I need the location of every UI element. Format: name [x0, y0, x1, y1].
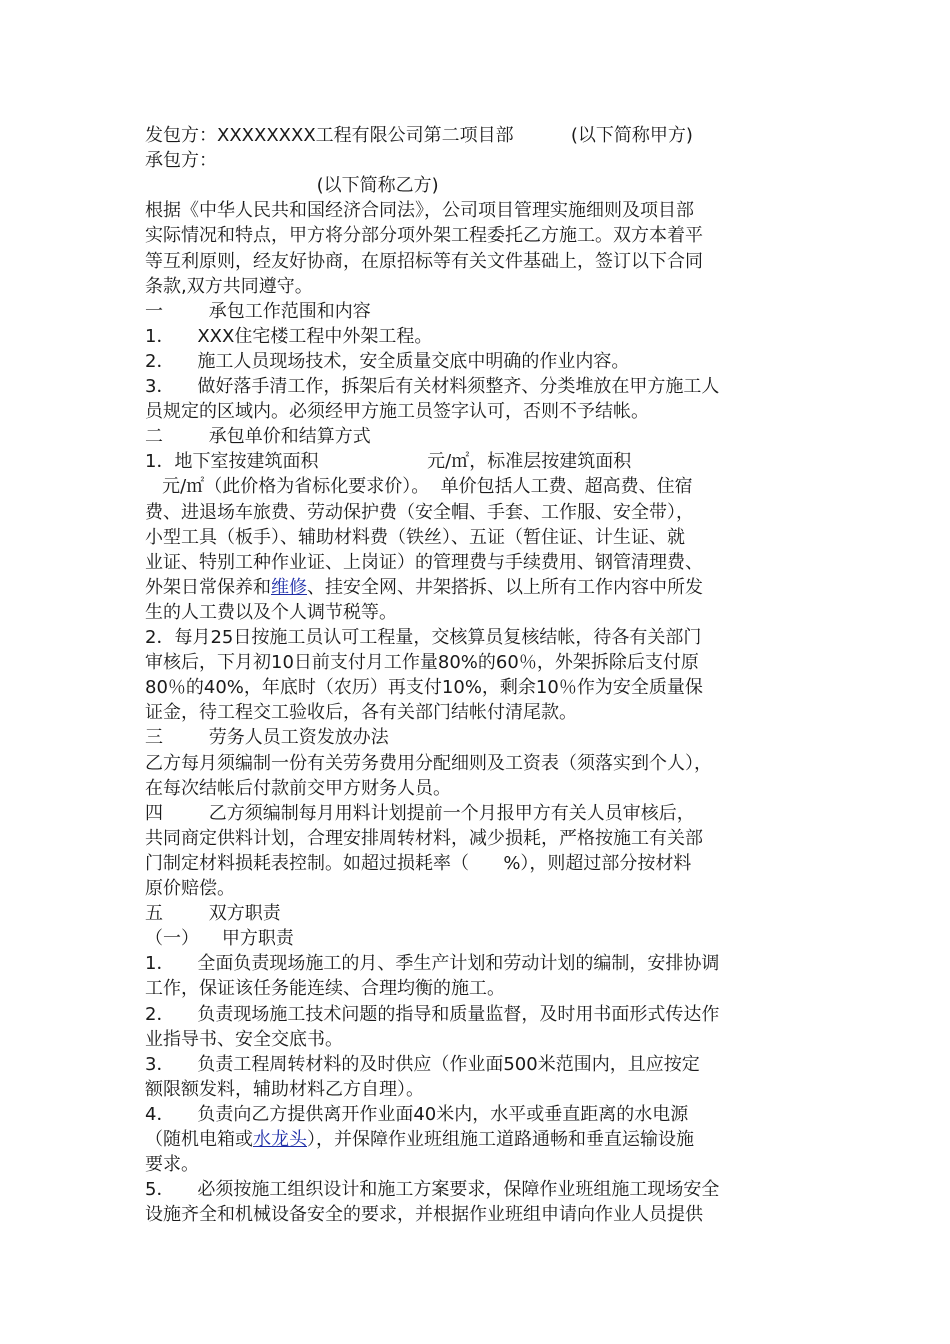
line-text: 工作，保证该任务能连续、合理均衡的施工。: [145, 978, 505, 1000]
line-text: 元/㎡（此价格为省标化要求价）。 单价包括人工费、超高费、住宿: [145, 476, 693, 498]
text-line: [145, 399, 649, 424]
text-line: [145, 801, 695, 826]
line-text-continued: 、挂安全网、井架搭拆、以上所有工作内容中所发: [307, 576, 703, 598]
line-text: 员规定的区域内。必须经甲方施工员签字认可，否则不予结帐。: [145, 401, 649, 423]
line-text: 1．地下室按建筑面积 元/㎡，标准层按建筑面积: [145, 451, 632, 473]
text-line: [145, 1052, 700, 1077]
text-line: [145, 550, 703, 575]
text-line: [145, 951, 719, 976]
line-text: 1． 全面负责现场施工的月、季生产计划和劳动计划的编制，安排协调: [145, 953, 720, 975]
text-line: [145, 148, 217, 173]
line-text: 设施齐全和机械设备安全的要求，并根据作业班组申请向作业人员提供: [145, 1204, 703, 1226]
text-line: [145, 700, 577, 725]
line-text: 生的人工费以及个人调节税等。: [145, 601, 397, 623]
line-text: 2． 施工人员现场技术，安全质量交底中明确的作业内容。: [145, 350, 630, 372]
line-text: (以下简称乙方): [145, 175, 439, 197]
text-line: [145, 374, 719, 399]
line-text: （随机电箱或: [145, 1129, 253, 1150]
hyperlink[interactable]: 水龙头: [253, 1129, 307, 1150]
line-text: 2． 负责现场施工技术问题的指导和质量监督，及时用书面形式传达作: [145, 1003, 720, 1025]
line-text: 二 承包单价和结算方式: [145, 426, 371, 448]
line-text: 发包方：XXXXXXXX工程有限公司第二项目部 (以下简称甲方): [145, 125, 693, 146]
text-line: [145, 324, 432, 349]
line-text: 审核后，下月初10日前支付月工作量80%的60％，外架拆除后支付原: [145, 652, 699, 674]
line-text: 共同商定供料计划，合理安排周转材料，减少损耗，严格按施工有关部: [145, 827, 703, 849]
hyperlink[interactable]: 维修: [271, 576, 307, 598]
text-line: [145, 1002, 719, 1027]
line-text: 五 双方职责: [145, 903, 281, 925]
text-line: [145, 123, 693, 148]
text-line: [145, 1027, 343, 1052]
line-text: 在每次结帐后付款前交甲方财务人员。: [145, 777, 451, 799]
text-line: [145, 1177, 719, 1202]
text-line: [145, 198, 694, 223]
text-line: [145, 1127, 694, 1152]
line-text: 额限额发料，辅助材料乙方自理）。: [145, 1078, 424, 1100]
line-text: 门制定材料损耗表控制。如超过损耗率（ %），则超过部分按材料: [145, 852, 692, 874]
text-line: [145, 424, 371, 449]
text-line: [145, 474, 693, 499]
line-text: 实际情况和特点，甲方将分部分项外架工程委托乙方施工。双方本着平: [145, 225, 703, 247]
line-text: 四 乙方须编制每月用料计划提前一个月报甲方有关人员审核后，: [145, 802, 695, 824]
line-text: （一） 甲方职责: [145, 928, 294, 950]
text-line: [145, 725, 389, 750]
text-line: [145, 876, 235, 901]
line-text: 费、进退场车旅费、劳动保护费（安全帽、手套、工作服、安全带），: [145, 501, 694, 523]
text-line: [145, 349, 629, 374]
line-text: 80％的40%，年底时（农历）再支付10%，剩余10％作为安全质量保: [145, 677, 703, 699]
text-line: [145, 1077, 424, 1102]
text-line: [145, 776, 451, 801]
line-text: 3． 负责工程周转材料的及时供应（作业面500米范围内，且应按定: [145, 1053, 700, 1075]
text-line: [145, 525, 685, 550]
line-text: 小型工具（板手）、辅助材料费（铁丝）、五证（暂住证、计生证、就: [145, 526, 685, 548]
line-text: 条款,双方共同遵守。: [145, 275, 313, 297]
text-line: [145, 625, 701, 650]
line-text: 4． 负责向乙方提供离开作业面40米内，水平或垂直距离的水电源: [145, 1103, 689, 1125]
line-text: 业证、特别工种作业证、上岗证）的管理费与手续费用、钢管清理费、: [145, 551, 703, 573]
line-text: 5． 必须按施工组织设计和施工方案要求，保障作业班组施工现场安全: [145, 1179, 720, 1201]
text-line: [145, 1152, 199, 1177]
text-line: [145, 299, 371, 324]
text-line: [145, 600, 397, 625]
text-line: [145, 1102, 688, 1127]
line-text: 原价赔偿。: [145, 878, 235, 899]
line-text: 1． XXX住宅楼工程中外架工程。: [145, 325, 433, 347]
text-line: [145, 249, 703, 274]
text-line: [145, 449, 631, 474]
line-text: 承包方：: [145, 150, 217, 172]
text-line: [145, 926, 294, 951]
line-text-continued: ），并保障作业班组施工道路通畅和垂直运输设施: [307, 1129, 694, 1150]
text-line: [145, 851, 691, 876]
line-text: 业指导书、安全交底书。: [145, 1028, 343, 1050]
line-text: 2．每月25日按施工员认可工程量，交核算员复核结帐，待各有关部门: [145, 627, 702, 648]
text-line: [145, 1202, 703, 1227]
line-text: 外架日常保养和: [145, 576, 271, 598]
line-text: 一 承包工作范围和内容: [145, 300, 371, 322]
text-line: [145, 575, 703, 600]
text-line: [145, 173, 439, 198]
text-line: [145, 826, 703, 851]
text-line: [145, 650, 699, 675]
text-line: [145, 976, 505, 1001]
line-text: 根据《中华人民共和国经济合同法》，公司项目管理实施细则及项目部: [145, 200, 694, 222]
text-line: [145, 274, 313, 299]
text-line: [145, 901, 281, 926]
line-text: 等互利原则，经友好协商，在原招标等有关文件基础上，签订以下合同: [145, 250, 703, 272]
line-text: 三 劳务人员工资发放办法: [145, 727, 389, 749]
line-text: 乙方每月须编制一份有关劳务费用分配细则及工资表（须落实到个人），: [145, 752, 712, 774]
line-text: 要求。: [145, 1154, 199, 1176]
text-line: [145, 751, 712, 776]
line-text: 证金，待工程交工验收后，各有关部门结帐付清尾款。: [145, 702, 577, 724]
text-line: [145, 500, 694, 525]
line-text: 3． 做好落手清工作，拆架后有关材料须整齐、分类堆放在甲方施工人: [145, 376, 720, 397]
text-line: [145, 675, 703, 700]
text-line: [145, 223, 703, 248]
